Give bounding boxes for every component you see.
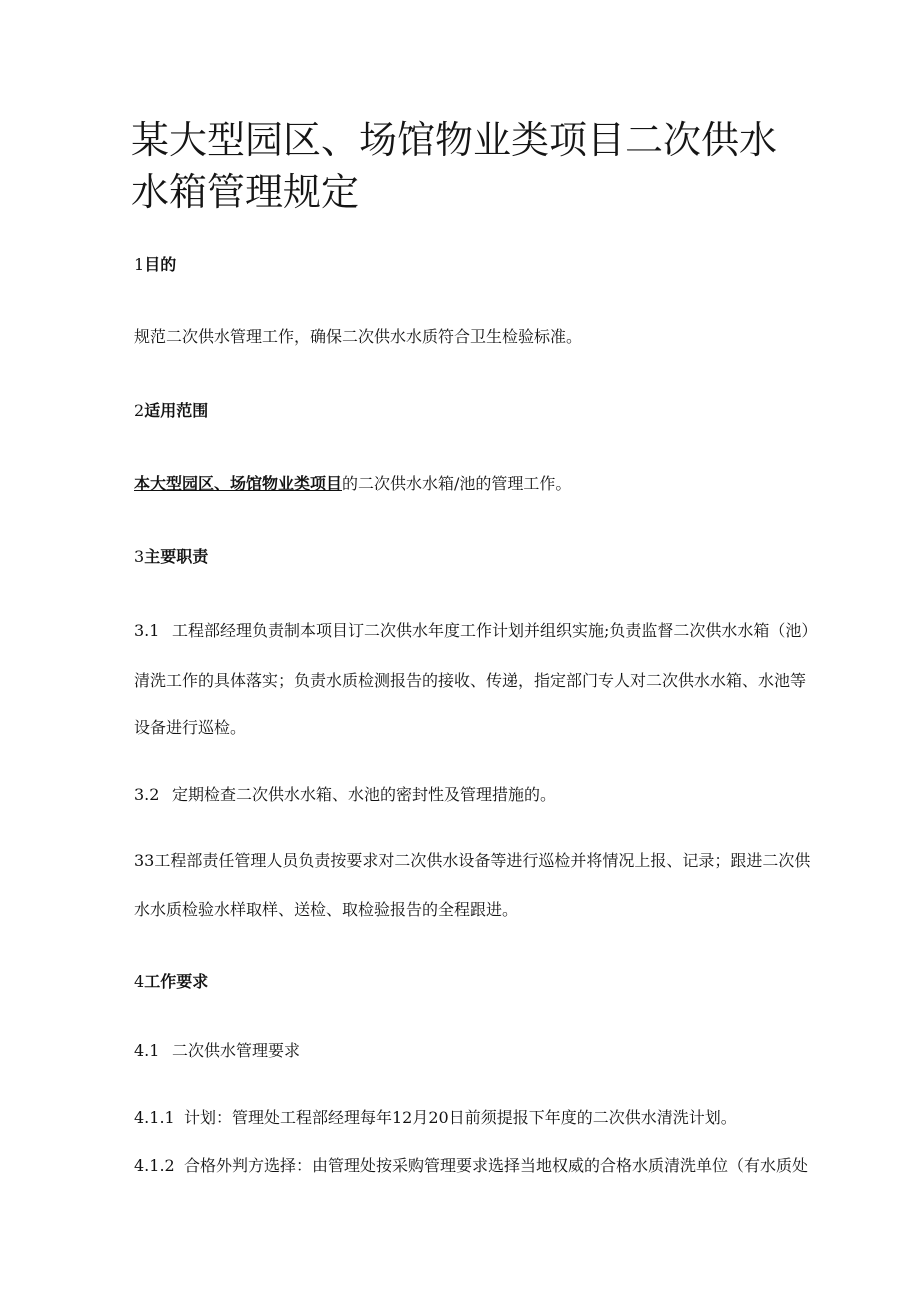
clause-3-3-line-1: 33工程部责任管理人员负责按要求对二次供水设备等进行巡检并将情况上报、记录；跟进二次供	[134, 851, 811, 870]
clause-3-1-text-line-1: 工程部经理负责制本项目订二次供水年度工作计划并组织实施;负责监督二次供水水箱（池）	[172, 621, 818, 640]
clause-4-1	[134, 1040, 300, 1062]
clause-3-1-line-1	[134, 620, 817, 642]
section-2-scope-rest: 的二次供水水箱/池的管理工作。	[342, 474, 572, 493]
section-2-title: 适用范围	[144, 401, 209, 420]
section-1-number: 1	[134, 255, 145, 274]
clause-4-1-2-text: 合格外判方选择：由管理处按采购管理要求选择当地权威的合格水质清洗单位（有水质处	[184, 1156, 809, 1175]
clause-3-2-text: 定期检查二次供水水箱、水池的密封性及管理措施的。	[172, 785, 557, 804]
section-1-heading	[134, 254, 176, 276]
section-2-scope-underlined: 本大型园区、场馆物业类项目	[134, 474, 343, 493]
section-2-body	[134, 473, 571, 495]
clause-4-1-text: 二次供水管理要求	[172, 1041, 301, 1060]
section-4-heading	[134, 971, 208, 993]
section-2-number: 2	[134, 401, 145, 420]
clause-3-2-number: 3.2	[134, 785, 160, 804]
section-3-number: 3	[134, 547, 145, 566]
clause-3-2	[134, 784, 556, 806]
clause-4-1-1	[134, 1107, 737, 1129]
section-3-heading	[134, 546, 208, 568]
clause-4-1-number: 4.1	[134, 1041, 160, 1060]
clause-4-1-2-number: 4.1.2	[134, 1156, 175, 1175]
section-1-body: 规范二次供水管理工作，确保二次供水水质符合卫生检验标准。	[134, 327, 583, 346]
clause-4-1-1-number: 4.1.1	[134, 1108, 175, 1127]
clause-3-1-line-3: 设备进行巡检。	[134, 718, 247, 737]
section-4-number: 4	[134, 972, 145, 991]
clause-4-1-2	[134, 1155, 808, 1177]
section-2-heading	[134, 400, 208, 422]
clause-3-1-number: 3.1	[134, 621, 160, 640]
section-3-title: 主要职责	[144, 547, 209, 566]
section-4-title: 工作要求	[144, 972, 209, 991]
clause-3-3-line-2: 水水质检验水样取样、送检、取检验报告的全程跟进。	[134, 900, 519, 919]
clause-3-1-line-2: 清洗工作的具体落实；负责水质检测报告的接收、传递，指定部门专人对二次供水水箱、水池等	[134, 671, 807, 690]
document-title: 某大型园区、场馆物业类项目二次供水水箱管理规定	[131, 118, 778, 214]
clause-4-1-1-text: 计划：管理处工程部经理每年12月20日前须提报下年度的二次供水清洗计划。	[184, 1108, 737, 1127]
section-1-title: 目的	[144, 255, 177, 274]
